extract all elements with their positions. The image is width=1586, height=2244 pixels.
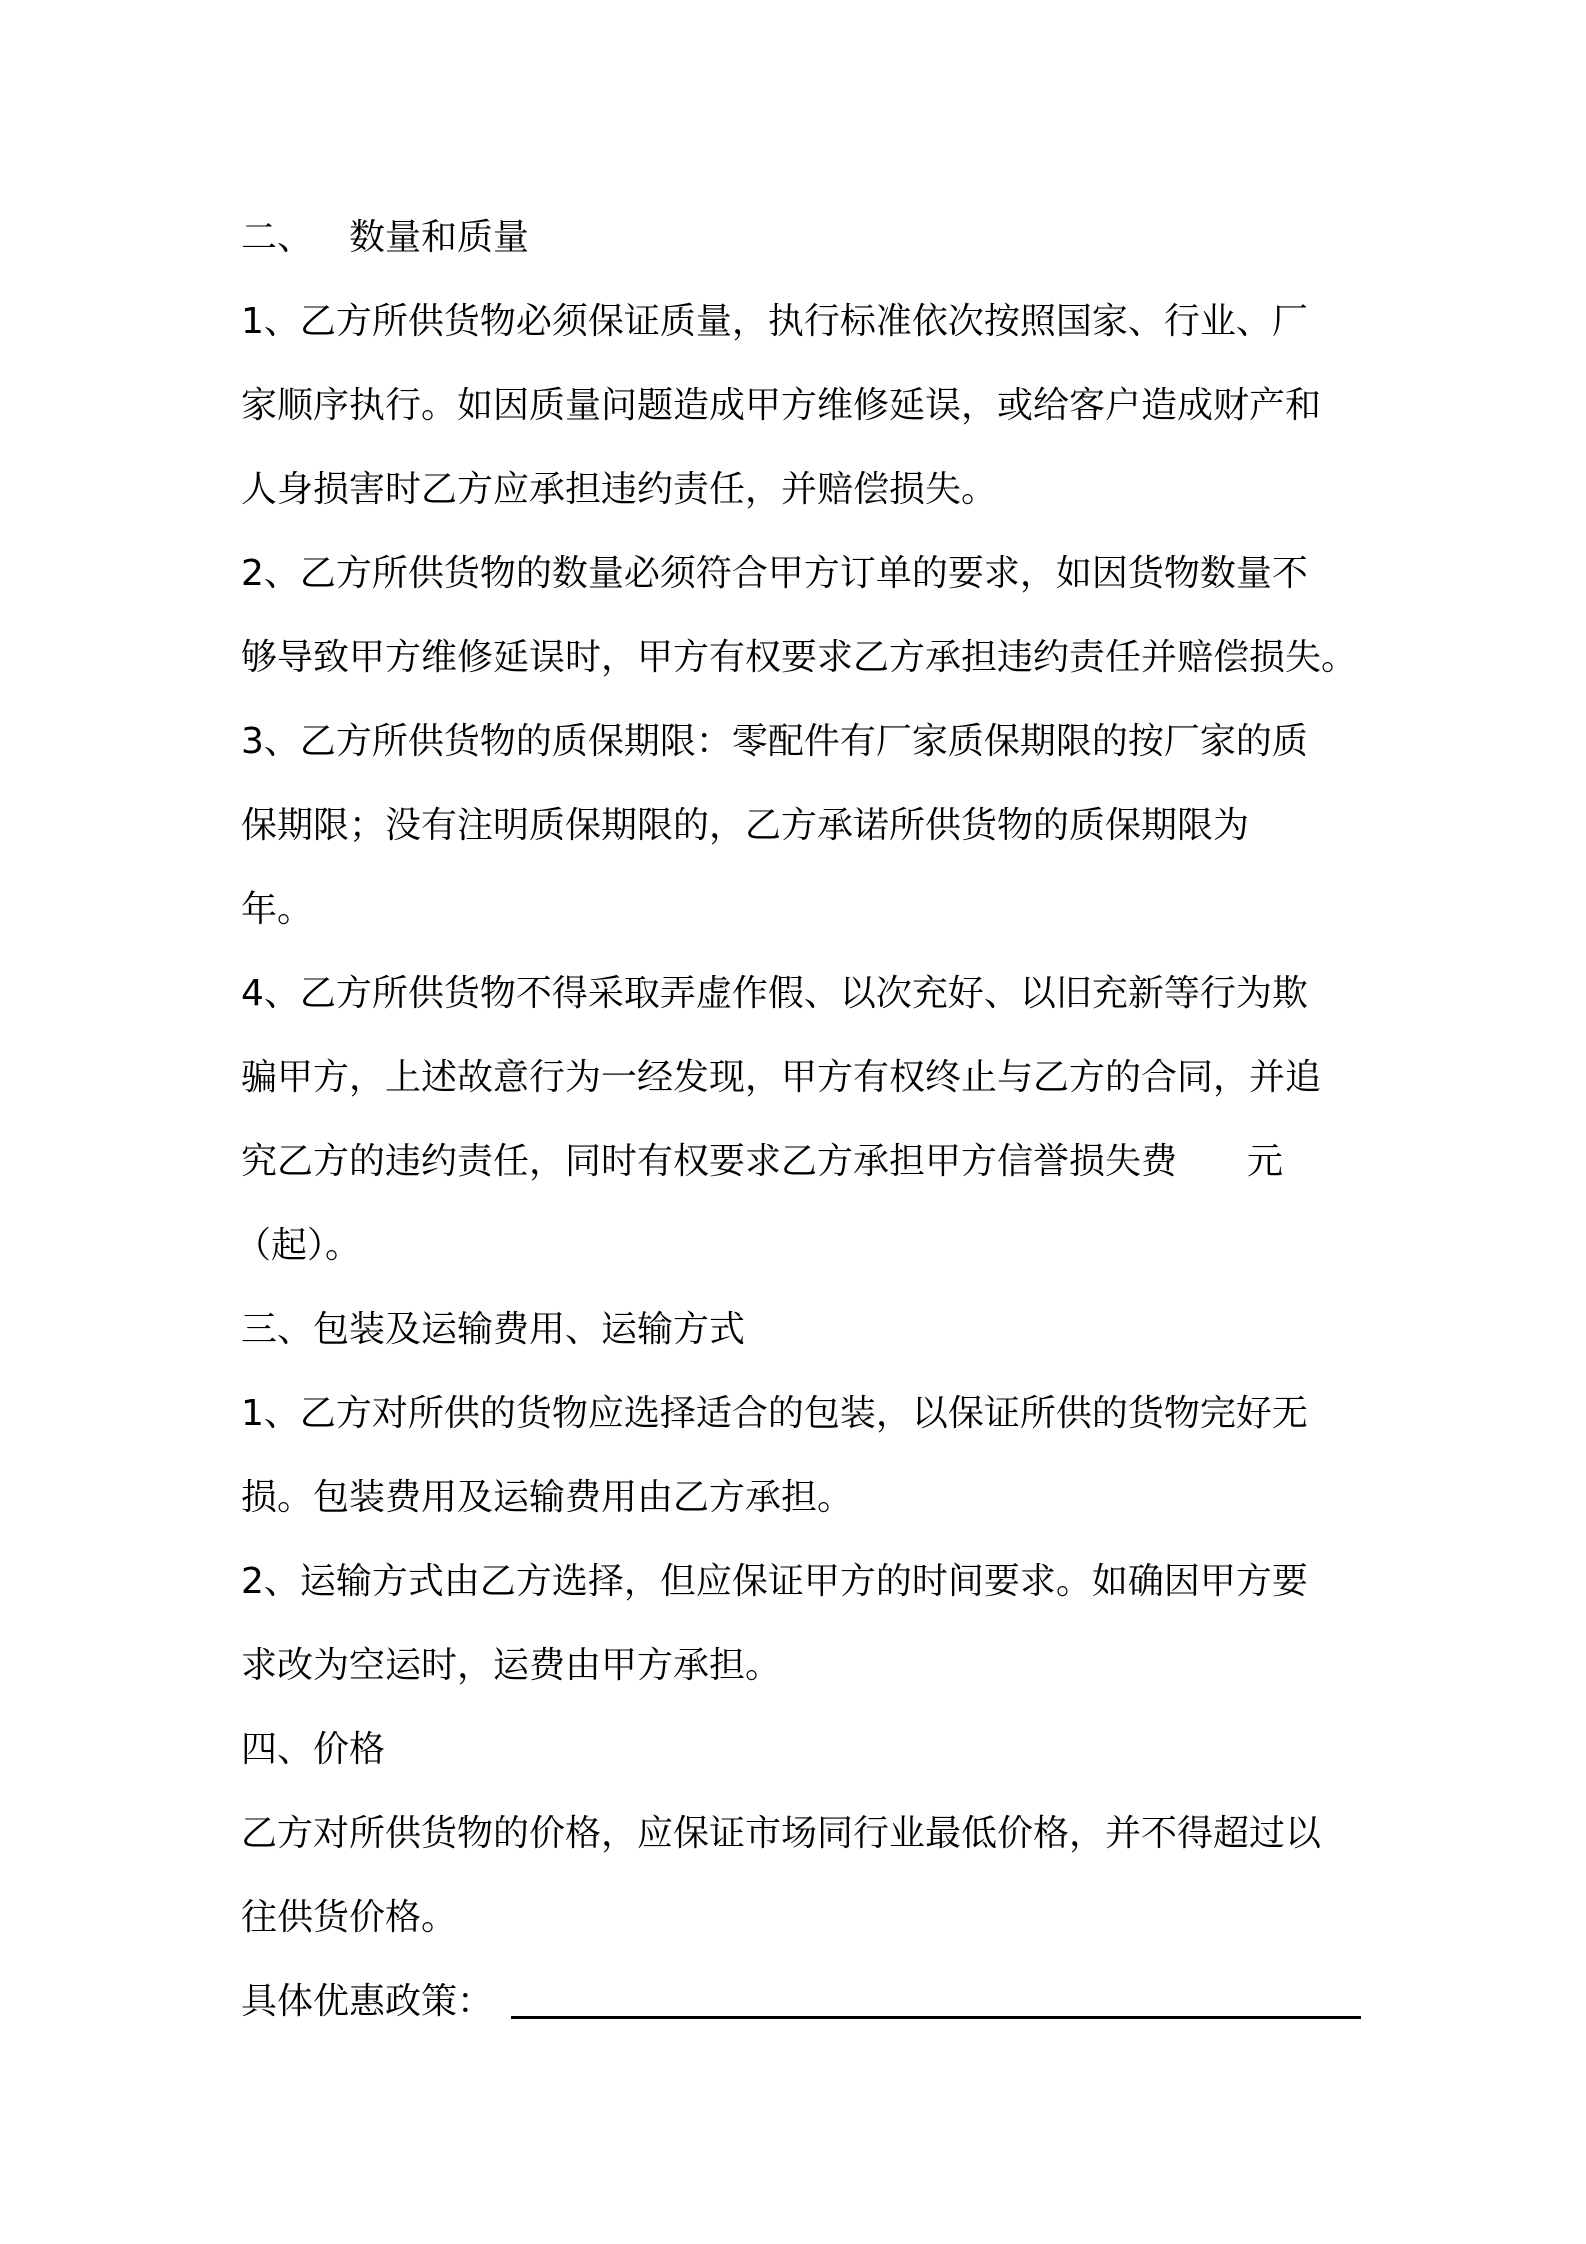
section-4-heading: 四、价格 [241,1729,386,1770]
section-3-heading: 三、包装及运输费用、运输方式 [241,1309,746,1350]
s2-item2-line1: 2、乙方所供货物的数量必须符合甲方订单的要求，如因货物数量不 [241,553,1308,594]
s2-item3-line2: 保期限；没有注明质保期限的，乙方承诺所供货物的质保期限为 [241,805,1250,846]
policy-label: 具体优惠政策： [241,1981,494,2022]
s2-item1-line1: 1、乙方所供货物必须保证质量，执行标准依次按照国家、行业、厂 [241,301,1308,342]
section-2-number: 二、 [241,217,314,258]
s2-item4-line2: 骗甲方，上述故意行为一经发现，甲方有权终止与乙方的合同，并追 [241,1057,1322,1098]
document-body [235,196,1381,2044]
s3-item1-line1: 1、乙方对所供的货物应选择适合的包装，以保证所供的货物完好无 [241,1393,1308,1434]
s2-item1-line2: 家顺序执行。如因质量问题造成甲方维修延误，或给客户造成财产和 [241,385,1322,426]
s2-item3-line1: 3、乙方所供货物的质保期限：零配件有厂家质保期限的按厂家的质 [241,721,1308,762]
yuan-unit: 元 [1247,1141,1284,1182]
s3-item2-line2: 求改为空运时，运费由甲方承担。 [241,1645,782,1686]
s2-item4-line3 [241,1120,1381,1204]
s3-item2-line1: 2、运输方式由乙方选择，但应保证甲方的时间要求。如确因甲方要 [241,1561,1308,1602]
section-2-title: 数量和质量 [349,217,530,258]
s4-para-line2: 往供货价格。 [241,1897,458,1938]
section-2-heading [241,196,1381,280]
policy-blank-underline [511,1978,1361,2019]
s2-item3-line3: 年。 [241,889,314,930]
s2-item4-line3-text: 究乙方的违约责任，同时有权要求乙方承担甲方信誉损失费 [241,1141,1178,1182]
s2-item2-line2: 够导致甲方维修延误时，甲方有权要求乙方承担违约责任并赔偿损失。 [241,637,1358,678]
s2-item1-line3: 人身损害时乙方应承担违约责任，并赔偿损失。 [241,469,998,510]
s2-item4-line1: 4、乙方所供货物不得采取弄虚作假、以次充好、以旧充新等行为欺 [241,973,1308,1014]
s4-para-line1: 乙方对所供货物的价格，应保证市场同行业最低价格，并不得超过以 [241,1813,1322,1854]
s4-policy-line [241,1960,1381,2044]
s3-item1-line2: 损。包装费用及运输费用由乙方承担。 [241,1477,854,1518]
s2-item4-line4: （起）。 [235,1225,362,1266]
